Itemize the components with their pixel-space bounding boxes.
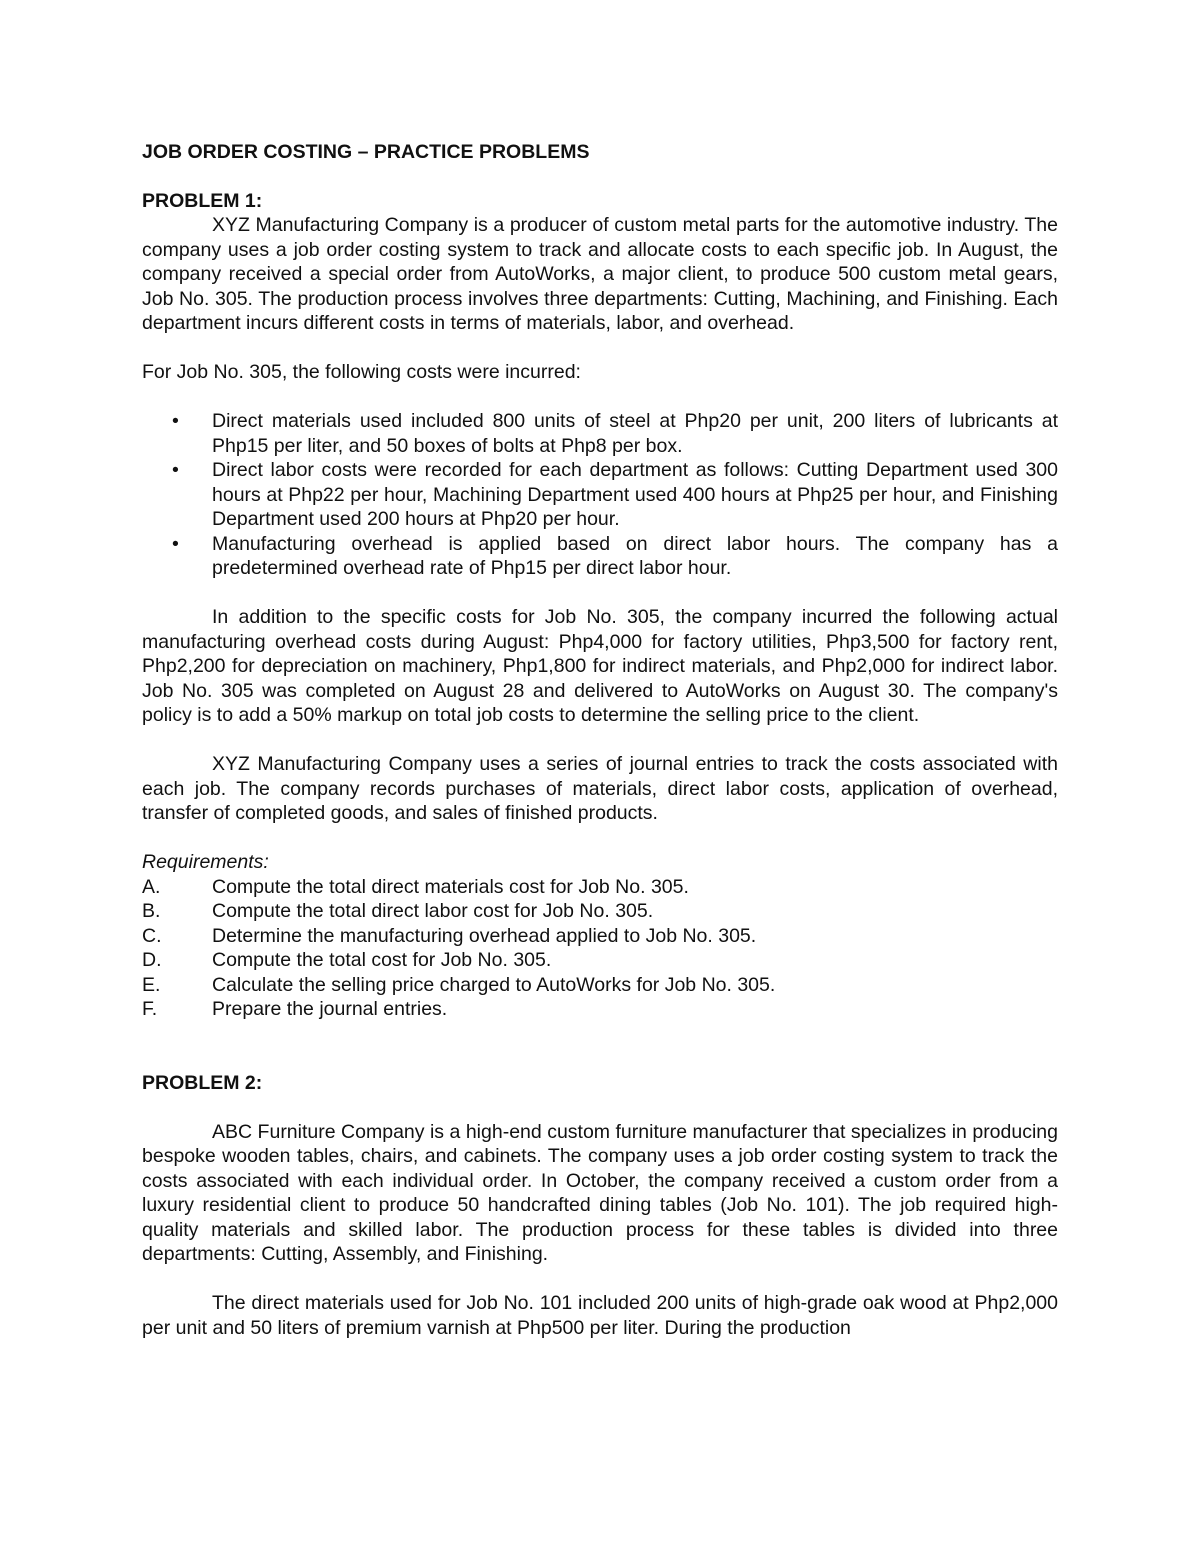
problem-1-journal-note: XYZ Manufacturing Company uses a series of journal entries to track the costs associated with each job. The company records purchases of materials, direct labor costs, application of overhead, transfer of completed goods, and sales of finished products. [142,753,1058,824]
requirements-label: Requirements: [142,851,269,873]
problem-1-costs-lead: For Job No. 305, the following costs were incurred: [142,361,581,383]
document-title: JOB ORDER COSTING – PRACTICE PROBLEMS [142,141,590,163]
requirement-text: Compute the total cost for Job No. 305. [212,949,552,971]
problem-1-intro: XYZ Manufacturing Company is a producer of custom metal parts for the automotive industry. The company uses a job order costing system to track and allocate costs to each specific job. In August, the company received a special order from AutoWorks, a major client, to produce 500 custom metal gears, Job No. 305. The production process involves three departments: Cutting, Machining, and Finishing. Each department incurs different costs in terms of materials, labor, and overhead. [142,214,1058,334]
problem-1-additional-costs: In addition to the specific costs for Job No. 305, the company incurred the following actual manufacturing overhead costs during August: Php4,000 for factory utilities, Php3,500 for factory rent, Php2,200 for depreciation on machinery, Php1,800 for indirect materials, and Php2,000 for indirect labor. Job No. 305 was completed on August 28 and delivered to AutoWorks on August 30. The company's policy is to add a 50% markup on total job costs to determine the selling price to the client. [142,606,1058,726]
problem-2-heading: PROBLEM 2: [142,1071,263,1094]
requirement-text: Calculate the selling price charged to AutoWorks for Job No. 305. [212,973,776,996]
requirement-letter: E. [142,973,161,996]
document-page [142,140,1058,1340]
cost-list-item [142,458,1058,532]
requirement-item [142,924,1058,949]
cost-list-item-text: Direct materials used included 800 units of steel at Php20 per unit, 200 liters of lubricants at Php15 per liter, and 50 boxes of bolts at Php8 per box. [212,410,1058,457]
bullet-icon: • [172,459,179,481]
requirement-letter: D. [142,949,162,971]
problem-2-materials: The direct materials used for Job No. 101 included 200 units of high-grade oak wood at Php2,000 per unit and 50 liters of premium varnish at Php500 per liter. During the production [142,1292,1058,1339]
requirement-item [142,875,1058,900]
bullet-icon: • [172,410,179,432]
problem-2-intro: ABC Furniture Company is a high-end custom furniture manufacturer that specializes in producing bespoke wooden tables, chairs, and cabinets. The company uses a job order costing system to track the costs associated with each individual order. In October, the company received a custom order from a luxury residential client to produce 50 handcrafted dining tables (Job No. 101). The job required high-quality materials and skilled labor. The production process for these tables is divided into three departments: Cutting, Assembly, and Finishing. [142,1120,1058,1265]
requirement-item [142,948,1058,973]
requirement-letter: C. [142,924,162,947]
bullet-icon: • [172,532,179,555]
requirement-text: Compute the total direct labor cost for Job No. 305. [212,900,654,922]
requirement-letter: B. [142,900,161,922]
cost-list-item [142,532,1058,581]
requirement-text: Determine the manufacturing overhead applied to Job No. 305. [212,924,757,947]
problem-1-cost-list [142,409,1058,581]
requirement-letter: A. [142,875,161,898]
requirement-letter: F. [142,998,158,1020]
cost-list-item [142,409,1058,458]
problem-1-heading: PROBLEM 1: [142,189,263,212]
requirement-text: Compute the total direct materials cost for Job No. 305. [212,875,689,898]
cost-list-item-text: Direct labor costs were recorded for each department as follows: Cutting Department used 300 hours at Php22 per hour, Machining Department used 400 hours at Php25 per hour, and Finishing Department used 200 hours at Php20 per hour. [212,459,1058,530]
requirements-list [142,875,1058,1022]
requirement-item [142,997,1058,1022]
requirement-item [142,973,1058,998]
cost-list-item-text: Manufacturing overhead is applied based on direct labor hours. The company has a predetermined overhead rate of Php15 per direct labor hour. [212,532,1058,579]
requirement-text: Prepare the journal entries. [212,998,448,1020]
requirement-item [142,899,1058,924]
